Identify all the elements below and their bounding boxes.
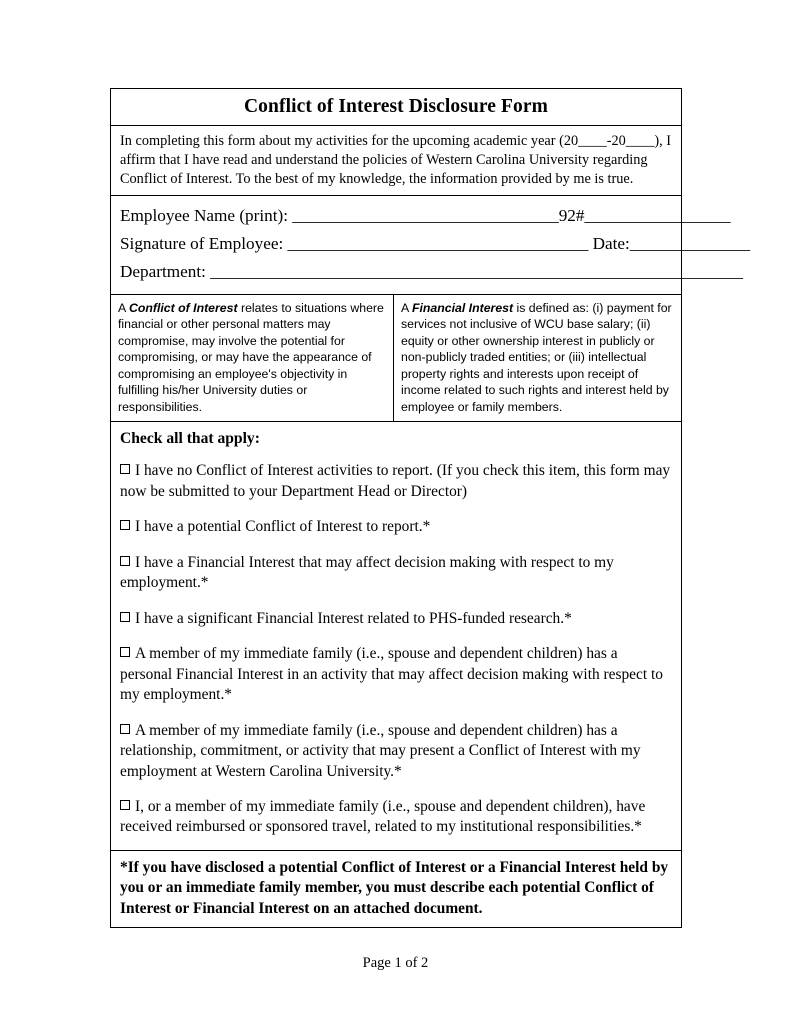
checklist-item-label: I have no Conflict of Interest activities to report. (If you check this item, this form may now be submitted to your Department Head or Director) — [120, 462, 671, 500]
checkbox-icon[interactable] — [120, 464, 130, 474]
checklist-row — [111, 422, 681, 850]
checklist-item-label: I have a significant Financial Interest related to PHS-funded research.* — [135, 609, 572, 627]
financial-interest-definition-cell — [394, 295, 681, 422]
definition-lead-text: A — [118, 300, 129, 315]
page-title: Conflict of Interest Disclosure Form — [244, 96, 548, 117]
checklist-item-label: I have a potential Conflict of Interest to report.* — [135, 518, 431, 536]
conflict-of-interest-definition-body: relates to situations where financial or other personal matters may compromise, may involve the potential for compromising, or may have the appearance of compromising an employee's objectivity in fulfilling his/her University duties or responsibilities. — [118, 300, 384, 414]
checklist-item-label: I have a Financial Interest that may affect decision making with respect to my employment.* — [120, 553, 614, 592]
footnote-row — [111, 851, 681, 927]
checklist-item[interactable] — [120, 797, 672, 838]
checklist-item[interactable] — [120, 721, 672, 782]
checkbox-icon[interactable] — [120, 612, 130, 622]
identification-fields-row — [111, 196, 751, 295]
checkbox-icon[interactable] — [120, 520, 130, 530]
checklist-item-label: A member of my immediate family (i.e., spouse and dependent children) has a personal Financial Interest in an activity that may affect decision making with respect to my employment.* — [120, 645, 663, 704]
checklist-item[interactable] — [120, 553, 672, 594]
checklist-item-label: A member of my immediate family (i.e., spouse and dependent children) has a relationship, commitment, or activity that may present a Conflict of Interest with my employment at Western Carolina University.* — [120, 721, 641, 780]
checklist-item[interactable] — [120, 461, 672, 502]
conflict-of-interest-term: Conflict of Interest — [128, 300, 238, 315]
checklist-item[interactable] — [120, 517, 672, 537]
financial-interest-term: Financial Interest — [411, 300, 514, 315]
conflict-of-interest-definition-cell — [111, 295, 394, 422]
checklist-item-label: I, or a member of my immediate family (i.e., spouse and dependent children), have received reimbursed or sponsored travel, related to my institutional responsibilities.* — [120, 797, 646, 836]
disclosure-footnote: *If you have disclosed a potential Conflict of Interest or a Financial Interest held by you or an immediate family member, you must describe each potential Conflict of Interest or Financial Interest on an attached document. — [120, 858, 669, 917]
intro-paragraph: In completing this form about my activities for the upcoming academic year (20____-20____), I affirm that I have read and understand the policies of Western Carolina University regarding Conflict of Interest. To the best of my knowledge, the information provided by me is true. — [120, 133, 672, 187]
checkbox-icon[interactable] — [120, 724, 130, 734]
checkbox-icon[interactable] — [120, 556, 130, 566]
form-title-row — [111, 89, 681, 126]
page-number-footer: Page 1 of 2 — [362, 955, 429, 971]
definition-lead-text: A — [401, 300, 412, 315]
checkbox-icon[interactable] — [120, 800, 130, 810]
checklist-heading: Check all that apply: — [120, 430, 260, 448]
employee-name-field[interactable]: Employee Name (print): _______________________________92#_________________ — [120, 206, 731, 226]
disclosure-form-table — [110, 88, 751, 928]
signature-and-date-field[interactable]: Signature of Employee: ___________________________________ Date:______________ — [120, 234, 751, 254]
checklist-item[interactable] — [120, 609, 672, 629]
intro-paragraph-row — [111, 126, 681, 196]
checkbox-icon[interactable] — [120, 647, 130, 657]
checklist-item[interactable] — [120, 644, 672, 705]
checklist — [120, 461, 672, 838]
department-field[interactable]: Department: ______________________________________________________________ — [120, 261, 744, 281]
financial-interest-definition-body: is defined as: (i) payment for services not inclusive of WCU base salary; (ii) equity or other ownership interest in publicly or non-publicly traded entities; or (iii) intellectual property rights and interests upon receipt of income related to such rights and interest held by employee or family members. — [401, 300, 672, 414]
definitions-row — [111, 295, 681, 423]
